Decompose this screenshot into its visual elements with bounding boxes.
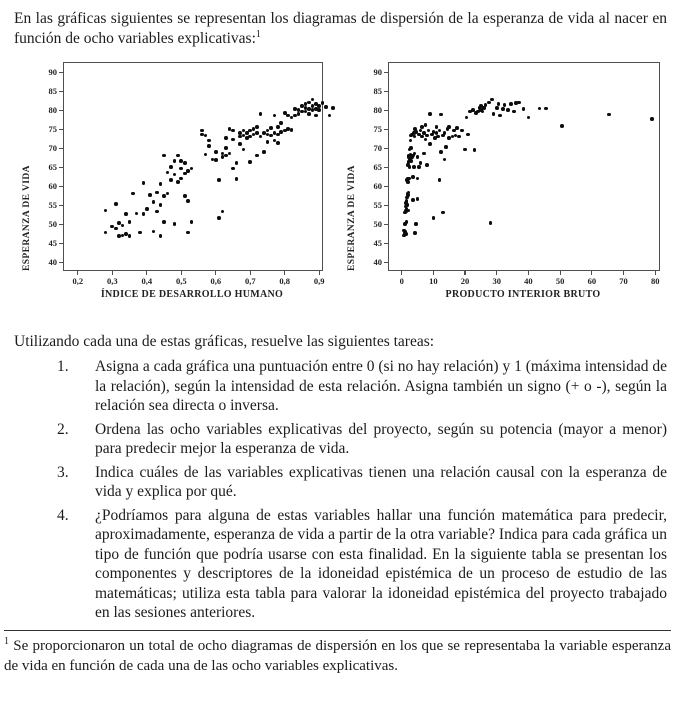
data-point	[498, 114, 502, 118]
data-point	[428, 112, 432, 116]
data-point	[145, 207, 149, 211]
data-point	[138, 231, 142, 235]
data-point	[269, 126, 273, 130]
data-point	[173, 173, 177, 177]
data-point	[407, 191, 411, 195]
data-point	[155, 210, 159, 214]
y-tick-mark	[59, 91, 63, 92]
y-tick-label: 50	[48, 219, 57, 230]
y-tick-label: 50	[373, 219, 382, 230]
y-tick-mark	[384, 167, 388, 168]
y-tick-mark	[59, 167, 63, 168]
data-point	[424, 123, 428, 127]
data-point	[104, 209, 108, 213]
data-point	[128, 234, 132, 238]
data-point	[162, 194, 166, 198]
x-tick-mark	[284, 271, 285, 275]
data-point	[104, 231, 108, 235]
data-point	[436, 135, 440, 139]
x-tick-label: 40	[524, 275, 533, 286]
data-point	[650, 117, 654, 121]
data-point	[317, 104, 321, 108]
data-point	[438, 178, 442, 182]
data-point	[169, 165, 173, 169]
data-point	[416, 177, 420, 181]
data-point	[324, 105, 328, 109]
data-point	[231, 167, 235, 171]
y-tick-mark	[59, 224, 63, 225]
data-point	[259, 112, 263, 116]
y-tick-label: 80	[48, 105, 57, 116]
y-tick-label: 45	[373, 238, 382, 249]
data-point	[466, 133, 470, 137]
data-point	[162, 154, 166, 158]
y-tick-label: 85	[373, 86, 382, 97]
x-tick-label: 50	[555, 275, 565, 286]
y-tick-mark	[384, 148, 388, 149]
data-point	[273, 114, 277, 118]
intro-text: En las gráficas siguientes se representan los diagramas de dispersión de la esperanza de vida al nacer en función de ocho variables explicativas:	[14, 10, 667, 47]
data-point	[214, 150, 218, 154]
data-point	[307, 112, 311, 116]
data-point	[228, 152, 232, 156]
data-point	[439, 113, 443, 117]
data-point	[417, 165, 421, 169]
y-tick-mark	[59, 186, 63, 187]
data-point	[124, 212, 128, 216]
y-tick-label: 90	[48, 67, 57, 78]
data-point	[179, 167, 183, 171]
data-point	[214, 158, 218, 162]
x-tick-mark	[464, 271, 465, 275]
y-tick-label: 75	[48, 124, 57, 135]
data-point	[457, 135, 461, 139]
data-point	[204, 134, 208, 138]
data-point	[135, 212, 139, 216]
x-tick-mark	[215, 271, 216, 275]
figures-row	[14, 62, 667, 310]
task-number: 4.	[57, 506, 69, 524]
data-point	[404, 232, 408, 236]
data-point	[131, 192, 135, 196]
y-tick-label: 65	[48, 162, 57, 173]
y-tick-mark	[384, 110, 388, 111]
x-tick-label: 0,4	[141, 275, 153, 286]
data-point	[409, 139, 413, 143]
data-point	[408, 165, 412, 169]
y-tick-label: 55	[48, 200, 57, 211]
y-tick-label: 40	[48, 257, 57, 268]
task-item-4	[14, 506, 667, 623]
data-point	[425, 134, 429, 138]
x-tick-mark	[528, 271, 529, 275]
y-tick-mark	[384, 243, 388, 244]
data-point	[416, 197, 420, 201]
data-point	[517, 101, 521, 105]
data-point	[166, 171, 170, 175]
footnote-reference: 1	[255, 28, 261, 40]
data-point	[413, 135, 417, 139]
x-tick-label: 0,8	[279, 275, 291, 286]
data-point	[186, 231, 190, 235]
tasks-lead: Utilizando cada una de estas gráficas, resuelve las siguientes tareas:	[14, 332, 435, 350]
x-tick-mark	[496, 271, 497, 275]
data-point	[490, 98, 494, 102]
data-point	[447, 125, 451, 129]
data-point	[148, 193, 152, 197]
data-point	[259, 135, 263, 139]
x-tick-label: 80	[650, 275, 660, 286]
data-point	[411, 198, 415, 202]
y-tick-label: 45	[48, 238, 57, 249]
y-tick-mark	[59, 129, 63, 130]
intro-paragraph	[14, 9, 667, 49]
data-point	[331, 106, 335, 110]
task-text: Ordena las ocho variables explicativas del proyecto, según su potencia (mayor a menor) para predecir mejor la esperanza de vida.	[95, 420, 667, 458]
data-point	[190, 220, 194, 224]
data-point	[439, 150, 443, 154]
y-tick-mark	[59, 72, 63, 73]
plot-area-pib	[373, 62, 660, 286]
x-tick-label: 70	[619, 275, 628, 286]
x-tick-mark	[250, 271, 251, 275]
data-point	[217, 178, 221, 182]
task-text: Indica cuáles de las variables explicativas tienen una relación causal con la esperanza de vida y explica por qué.	[95, 463, 667, 501]
data-point	[183, 161, 187, 165]
x-tick-mark	[560, 271, 561, 275]
data-point	[307, 101, 311, 105]
data-point	[311, 98, 315, 102]
data-point	[432, 216, 436, 220]
data-point	[473, 148, 477, 152]
data-point	[121, 224, 125, 228]
data-point	[509, 102, 513, 106]
x-tick-mark	[319, 271, 320, 275]
data-point	[416, 155, 420, 159]
data-point	[406, 209, 410, 213]
data-point	[497, 102, 501, 106]
data-point	[441, 211, 445, 215]
y-tick-mark	[59, 262, 63, 263]
task-text: Asigna a cada gráfica una puntuación entre 0 (si no hay relación) y 1 (máxima intensidad de la relación), según la intensidad de esta relación. Asigna también un signo (+ o -), según la relación sea directa o inversa.	[95, 358, 667, 415]
data-point	[262, 150, 266, 154]
x-tick-label: 20	[460, 275, 470, 286]
data-point	[152, 200, 156, 204]
task-text: ¿Podríamos para alguna de estas variables hallar una función matemática para predecir, aproximadamente, esperanza de vida a partir de la otra variable? Indica para cada gráfica un tipo de función que podría usarse con esta finalidad. En la siguiente tabla se presentan los componentes y descriptores de la idoneidad epistémica de un proceso de estudio de las matemáticas; utiliza esta tabla para valorar la idoneidad epistémica del proyecto trabajado en las sesiones anteriores.	[95, 506, 667, 622]
x-tick-label: 0,5	[175, 275, 187, 286]
data-point	[460, 129, 464, 133]
x-tick-label: 0,3	[106, 275, 118, 286]
task-item-3	[14, 463, 667, 502]
y-tick-mark	[384, 129, 388, 130]
data-point	[560, 124, 564, 128]
data-point	[455, 126, 459, 130]
y-tick-label: 85	[48, 86, 57, 97]
x-axis-title: PRODUCTO INTERIOR BRUTO	[445, 288, 601, 300]
data-point	[422, 152, 426, 156]
y-tick-mark	[59, 148, 63, 149]
data-point	[512, 110, 516, 114]
y-tick-mark	[384, 72, 388, 73]
data-point	[406, 203, 410, 207]
data-point	[224, 136, 228, 140]
data-point	[419, 161, 423, 165]
data-point	[166, 192, 170, 196]
data-point	[413, 231, 417, 235]
x-tick-mark	[181, 271, 182, 275]
x-tick-label: 0,6	[210, 275, 222, 286]
data-point	[221, 210, 225, 214]
y-tick-label: 70	[373, 143, 382, 154]
data-point	[204, 153, 208, 157]
data-point	[607, 113, 611, 117]
data-point	[235, 161, 239, 165]
data-point	[328, 114, 332, 118]
y-tick-label: 75	[373, 124, 382, 135]
data-point	[114, 227, 118, 231]
data-point	[114, 202, 118, 206]
data-point	[443, 131, 447, 135]
data-point	[176, 154, 180, 158]
data-point	[506, 108, 510, 112]
y-tick-mark	[384, 224, 388, 225]
data-point	[495, 106, 499, 110]
x-tick-label: 30	[492, 275, 501, 286]
x-tick-mark	[112, 271, 113, 275]
task-list	[14, 357, 667, 623]
footnote-marker: 1	[4, 635, 9, 647]
data-point	[169, 178, 173, 182]
data-point	[255, 125, 259, 129]
data-point	[186, 169, 190, 173]
data-point	[190, 167, 194, 171]
task-number: 3.	[57, 463, 69, 481]
data-point	[463, 148, 467, 152]
data-point	[522, 107, 526, 111]
task-item-2	[14, 420, 667, 459]
data-point	[487, 101, 491, 105]
data-point	[492, 112, 496, 116]
x-tick-mark	[623, 271, 624, 275]
y-tick-label: 40	[373, 257, 382, 268]
data-point	[276, 141, 280, 145]
data-point	[235, 177, 239, 181]
y-tick-mark	[384, 262, 388, 263]
data-point	[231, 129, 235, 133]
data-point	[255, 154, 259, 158]
data-point	[238, 142, 242, 146]
data-point	[314, 114, 318, 118]
data-point	[217, 216, 221, 220]
data-point	[405, 220, 409, 224]
data-point	[224, 146, 228, 150]
y-tick-label: 70	[48, 143, 57, 154]
scatter-chart-idh	[22, 62, 325, 300]
x-tick-mark	[655, 271, 656, 275]
data-point	[200, 129, 204, 133]
data-point	[538, 107, 542, 111]
y-tick-label: 60	[48, 181, 57, 192]
x-tick-label: 0,9	[313, 275, 325, 286]
x-tick-mark	[146, 271, 147, 275]
data-point	[159, 182, 163, 186]
data-point	[207, 144, 211, 148]
data-point	[176, 180, 180, 184]
data-point	[159, 234, 163, 238]
task-number: 2.	[57, 420, 69, 438]
data-point	[142, 212, 146, 216]
data-point	[317, 108, 321, 112]
y-axis-title: ESPERANZA DE VIDA	[347, 164, 357, 271]
data-point	[231, 138, 235, 142]
y-tick-mark	[384, 91, 388, 92]
plot-area-idh	[48, 62, 325, 286]
y-tick-mark	[59, 205, 63, 206]
data-point	[465, 116, 469, 120]
y-tick-mark	[59, 243, 63, 244]
data-point	[503, 103, 507, 107]
data-point	[266, 140, 270, 144]
data-point	[255, 131, 259, 135]
data-point	[414, 222, 418, 226]
data-point	[152, 230, 156, 234]
data-point	[411, 175, 415, 179]
data-point	[481, 110, 485, 114]
data-point	[179, 177, 183, 181]
data-point	[424, 138, 428, 142]
data-point	[544, 107, 548, 111]
data-point	[207, 139, 211, 143]
data-point	[162, 220, 166, 224]
y-tick-label: 80	[373, 105, 382, 116]
footnote-body: Se proporcionaron un total de ocho diagramas de dispersión en los que se representaba la variable esperanza de vida en función de cada una de las ocho variables explicativas.	[4, 637, 671, 674]
y-tick-mark	[59, 110, 63, 111]
data-point	[290, 128, 294, 132]
y-tick-label: 55	[373, 200, 382, 211]
x-tick-mark	[77, 271, 78, 275]
x-axis-title: ÍNDICE DE DESARROLLO HUMANO	[100, 288, 284, 300]
y-tick-label: 65	[373, 162, 382, 173]
x-tick-label: 0	[399, 275, 404, 286]
y-tick-mark	[384, 205, 388, 206]
data-point	[142, 181, 146, 185]
data-point	[406, 180, 410, 184]
x-tick-label: 0,7	[244, 275, 256, 286]
data-point	[276, 125, 280, 129]
footnote	[4, 636, 671, 676]
x-tick-label: 10	[429, 275, 438, 286]
data-point	[412, 165, 416, 169]
y-axis-title: ESPERANZA DE VIDA	[22, 164, 32, 271]
x-tick-mark	[401, 271, 402, 275]
data-point	[128, 220, 132, 224]
x-tick-label: 0,2	[72, 275, 84, 286]
data-point	[173, 159, 177, 163]
data-point	[242, 148, 246, 152]
data-point	[425, 163, 429, 167]
data-point	[173, 222, 177, 226]
data-point	[186, 199, 190, 203]
scatter-chart-pib	[347, 62, 660, 300]
data-point	[159, 203, 163, 207]
data-point	[155, 191, 159, 195]
data-point	[183, 194, 187, 198]
data-point	[427, 129, 431, 133]
data-point	[444, 145, 448, 149]
data-point	[409, 146, 413, 150]
data-point	[409, 159, 413, 163]
task-number: 1.	[57, 358, 69, 376]
data-point	[269, 134, 273, 138]
data-point	[443, 158, 447, 162]
data-point	[438, 129, 442, 133]
task-item-1	[14, 357, 667, 416]
data-point	[428, 142, 432, 146]
x-tick-label: 60	[587, 275, 597, 286]
data-point	[279, 121, 283, 125]
data-point	[489, 221, 493, 225]
footnote-divider	[4, 630, 671, 631]
data-point	[527, 116, 531, 120]
x-tick-mark	[433, 271, 434, 275]
x-tick-mark	[591, 271, 592, 275]
y-tick-mark	[384, 186, 388, 187]
data-point	[501, 107, 505, 111]
data-point	[248, 160, 252, 164]
y-tick-label: 60	[373, 181, 382, 192]
y-tick-label: 90	[373, 67, 382, 78]
data-point	[435, 125, 439, 129]
